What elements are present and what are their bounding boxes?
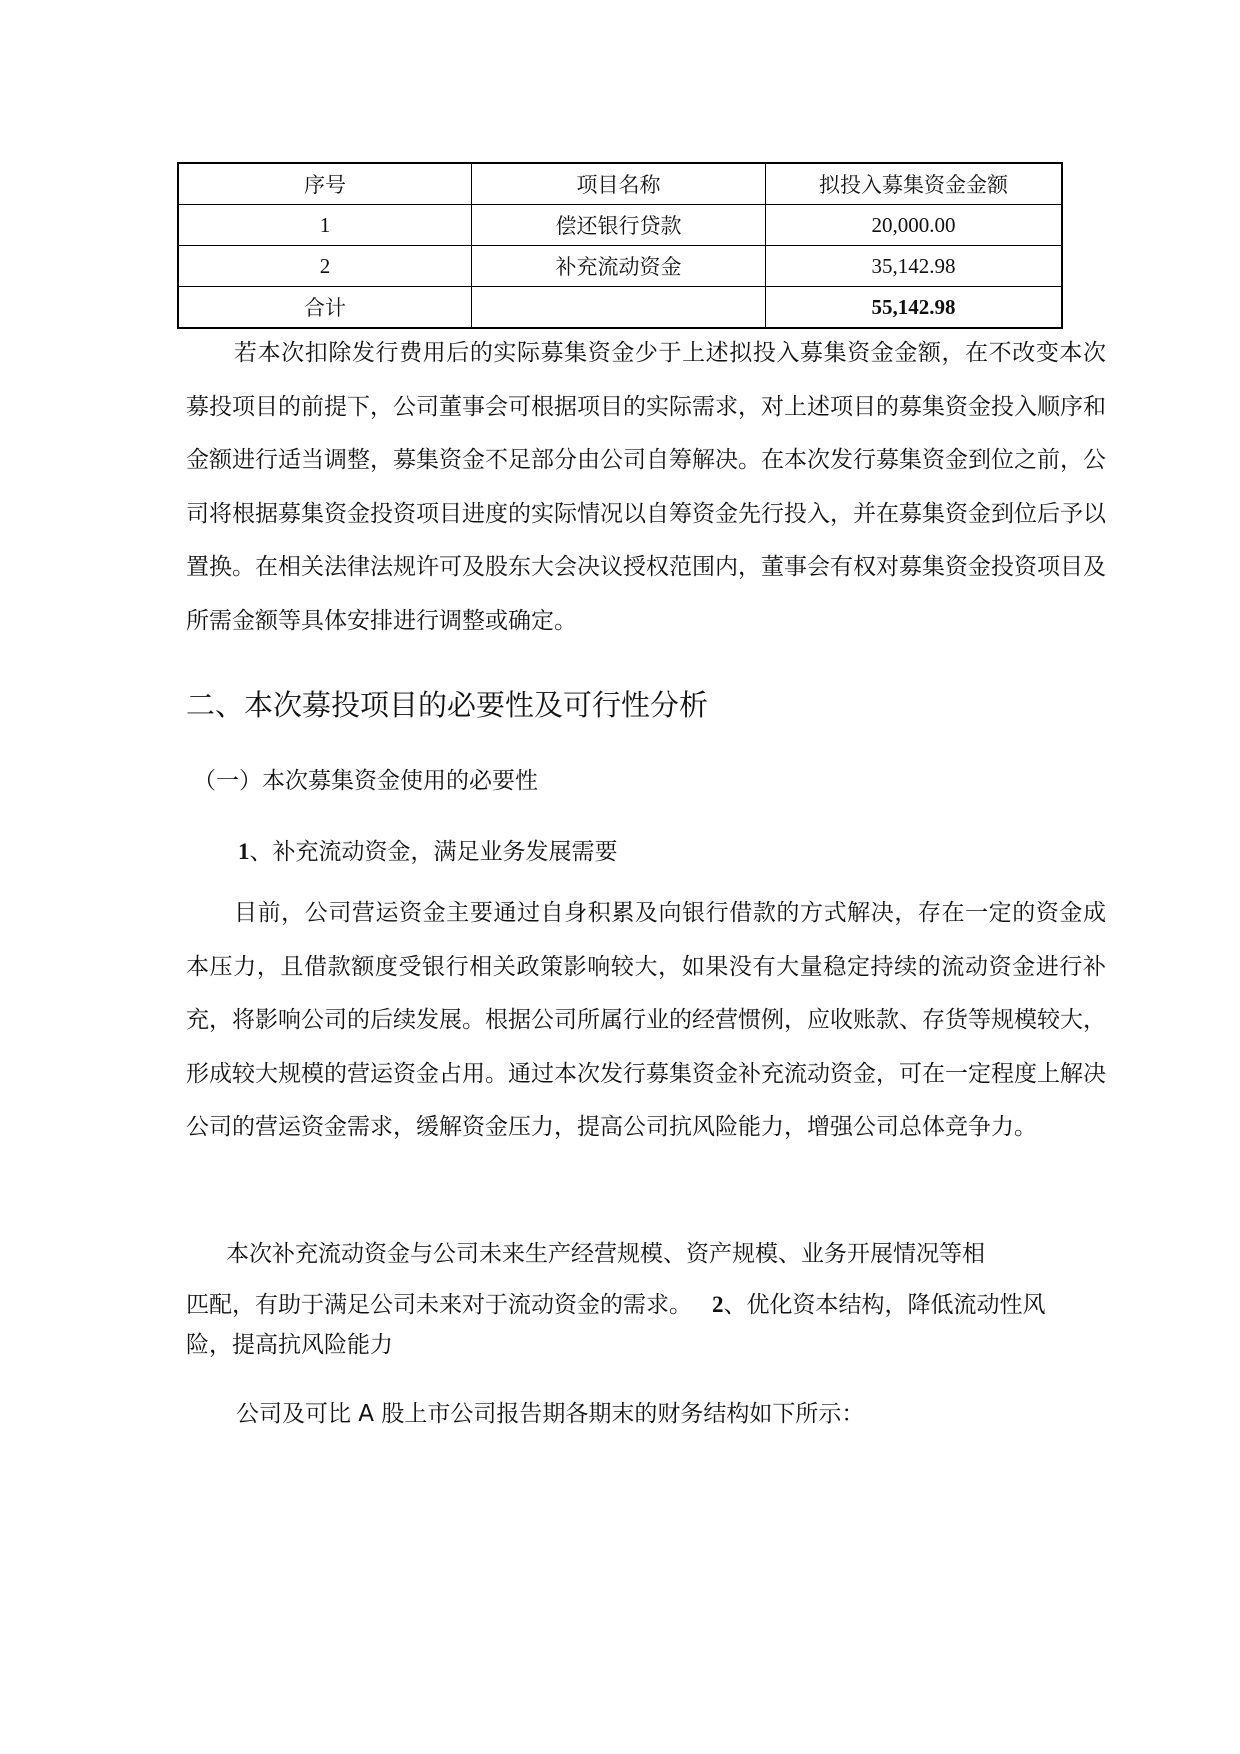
total-amount: 55,142.98: [766, 287, 1063, 329]
paragraph-match-line2: [186, 1286, 1046, 1319]
table-row: [178, 205, 1062, 246]
item-title: 、优化资本结构，降低流动性风: [723, 1292, 1046, 1318]
total-label: 合计: [178, 287, 472, 329]
item-title: 、补充流动资金，满足业务发展需要: [249, 839, 618, 865]
header-amount: 拟投入募集资金金额: [766, 163, 1063, 205]
row-project-name: 偿还银行贷款: [472, 205, 766, 246]
row-amount: 35,142.98: [766, 246, 1063, 287]
row-no: 1: [178, 205, 472, 246]
paragraph-financial-structure: 公司及可比 A 股上市公司报告期各期末的财务结构如下所示：: [236, 1401, 865, 1427]
item-title-continued: 险，提高抗风险能力: [186, 1332, 393, 1358]
paragraph-match-text: 匹配，有助于满足公司未来对于流动资金的需求。: [186, 1292, 692, 1318]
fund-allocation-table: [177, 162, 1063, 329]
row-no: 2: [178, 246, 472, 287]
subsection-title: （一）本次募集资金使用的必要性: [193, 768, 538, 794]
paragraph-match-line1: 本次补充流动资金与公司未来生产经营规模、资产规模、业务开展情况等相: [226, 1241, 985, 1267]
row-amount: 20,000.00: [766, 205, 1063, 246]
section-title: 二、本次募投项目的必要性及可行性分析: [186, 688, 709, 722]
header-no: 序号: [178, 163, 472, 205]
item-number: 2: [712, 1292, 724, 1317]
item-heading-1: [238, 833, 618, 866]
paragraph-working-capital: 目前，公司营运资金主要通过自身积累及向银行借款的方式解决，存在一定的资金成本压力，且借款额度受银行相关政策影响较大，如果没有大量稳定持续的流动资金进行补充，将影响公司的后续发展。根据公司所属行业的经营惯例，应收账款、存货等规模较大，形成较大规模的营运资金占用。通过本次发行募集资金补充流动资金，可在一定程度上解决公司的营运资金需求，缓解资金压力，提高公司抗风险能力，增强公司总体竞争力。: [186, 900, 1106, 1140]
table-total-row: [178, 287, 1062, 329]
table-header-row: [178, 163, 1062, 205]
paragraph-adjustment: 若本次扣除发行费用后的实际募集资金少于上述拟投入募集资金金额，在不改变本次募投项目的前提下，公司董事会可根据项目的实际需求，对上述项目的募集资金投入顺序和金额进行适当调整，募集资金不足部分由公司自筹解决。在本次发行募集资金到位之前，公司将根据募集资金投资项目进度的实际情况以自筹资金先行投入，并在募集资金到位后予以置换。在相关法律法规许可及股东大会决议授权范围内，董事会有权对募集资金投资项目及所需金额等具体安排进行调整或确定。: [186, 340, 1106, 634]
item-number: 1: [238, 839, 250, 864]
header-project-name: 项目名称: [472, 163, 766, 205]
total-name: [472, 287, 766, 329]
table-row: [178, 246, 1062, 287]
row-project-name: 补充流动资金: [472, 246, 766, 287]
